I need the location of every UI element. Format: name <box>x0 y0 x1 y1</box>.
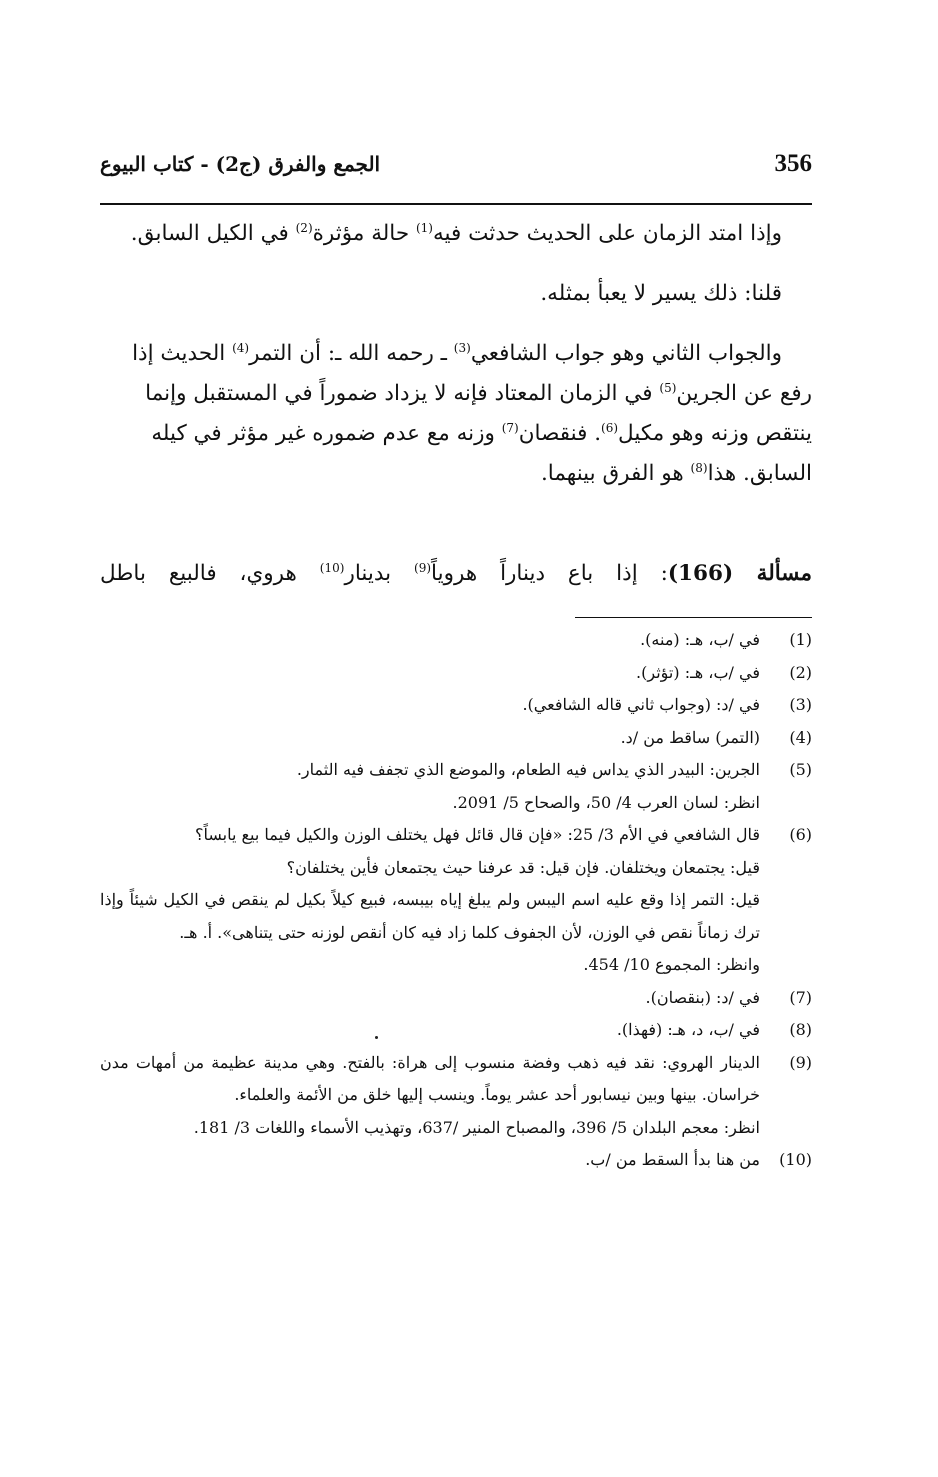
footnote-number: (3) <box>789 695 812 714</box>
text-run: . فنقصان <box>518 421 602 446</box>
text-run: قلنا: ذلك يسير لا يعبأ بمثله. <box>540 281 782 306</box>
footnote-marker: (8) <box>690 460 708 475</box>
text-run: في الزمان المعتاد فإنه لا يزداد ضموراً في المستقبل وإنما ينتقص وزنه وهو مكيل <box>145 381 812 446</box>
footnote-number: (9) <box>789 1052 812 1072</box>
footnote-marker: (10) <box>319 560 345 575</box>
footnote-text: قيل: التمر إذا وقع عليه اسم اليبس ولم يبلغ إياه بيبسه، فبيع كيلاً بكيل لم ينقص في الكيل شيئاً وإذا ترك زماناً نقص في الوزن، لأن الجفوف كلما زاد فيه كان أنقص لوزنه حتى يتناهى». أ. هـ. <box>100 890 760 942</box>
footnote-marker: (2) <box>295 220 313 235</box>
footnote-text: الجرين: البيدر الذي يداس فيه الطعام، والموضع الذي تجفف فيه الثمار. <box>296 760 760 779</box>
paragraph-2 <box>100 274 812 314</box>
footnote-text: في /د: (وجواب ثاني قاله الشافعي). <box>522 695 760 714</box>
footnote-number: (1) <box>789 630 812 649</box>
footnote-text: (التمر) ساقط من /د. <box>620 727 760 747</box>
main-text <box>100 214 812 494</box>
text-run: ـ رحمه الله ـ: أن التمر <box>249 341 454 366</box>
text-run: في الكيل السابق. <box>130 221 296 246</box>
footnote-marker: (3) <box>453 340 471 355</box>
page-number: 356 <box>774 150 812 177</box>
footnote-reference: وانظر: المجموع 10/ 454. <box>583 955 760 974</box>
footnote-4 <box>100 722 812 755</box>
footnote-2 <box>100 657 812 690</box>
footnote-number: (7) <box>789 987 812 1007</box>
footnote-9 <box>100 1047 812 1145</box>
footnote-marker: (4) <box>232 340 250 355</box>
footnote-7 <box>100 982 812 1015</box>
text-run: : إذا باع ديناراً هروياً <box>431 561 668 586</box>
text-run: الحديث إذا رفع عن الجرين <box>132 341 812 406</box>
footnote-number: (4) <box>789 727 812 747</box>
footnote-text: قال الشافعي في الأم 3/ 25: «فإن قال قائل فهل يختلف الوزن والكيل فيما بيع يابساً؟ <box>194 825 760 844</box>
footnote-text: في /د: (بنقصان). <box>645 987 760 1007</box>
footnote-8 <box>100 1014 812 1047</box>
page-header <box>100 150 812 190</box>
footnote-1 <box>100 624 812 657</box>
text-run: وإذا امتد الزمان على الحديث حدثت فيه <box>432 221 782 246</box>
footnote-number: (5) <box>789 760 812 779</box>
stray-mark <box>375 1036 378 1039</box>
footnote-10 <box>100 1144 812 1177</box>
footnote-3 <box>100 689 812 722</box>
footnote-text: قيل: يجتمعان ويختلفان. فإن قيل: قد عرفنا حيث يجتمعان فأين يختلفان؟ <box>286 857 760 877</box>
footnote-5 <box>100 754 812 819</box>
footnote-divider <box>575 617 812 618</box>
footnote-marker: (9) <box>414 560 432 575</box>
footnote-text: في /ب، د، هـ: (فهذا). <box>616 1020 760 1039</box>
footnote-number: (10) <box>779 1150 812 1169</box>
footnote-number: (8) <box>789 1020 812 1039</box>
footnote-6 <box>100 819 812 982</box>
footnote-reference: انظر: لسان العرب 4/ 50، والصحاح 5/ 2091. <box>452 792 760 812</box>
text-run: وزنه مع عدم ضموره غير مؤثر في كيله السابق. هذا <box>151 421 812 486</box>
header-divider <box>100 203 812 205</box>
footnote-number: (6) <box>789 825 812 844</box>
footnote-text: في /ب، هـ: (منه). <box>640 630 760 649</box>
footnotes <box>100 624 812 1177</box>
text-run: والجواب الثاني وهو جواب الشافعي <box>470 341 782 366</box>
text-run: بدينار <box>344 561 415 586</box>
paragraph-1 <box>100 214 812 254</box>
text-run: حالة مؤثرة <box>312 221 416 246</box>
footnote-marker: (7) <box>501 420 519 435</box>
footnote-marker: (6) <box>601 420 619 435</box>
issue-heading-paragraph <box>100 554 812 594</box>
footnote-marker: (1) <box>415 220 433 235</box>
text-run: هروي، فالبيع باطل <box>100 561 320 586</box>
issue-label: مسألة (166) <box>667 561 812 586</box>
footnote-text: الدينار الهروي: نقد فيه ذهب وفضة منسوب إلى هراة: بالفتح. وهي مدينة عظيمة من أمهات مدن خراسان. بينها وبين نيسابور أحد عشر يوماً. وينسب إليها خلق من الأئمة والعلماء. <box>100 1052 760 1104</box>
footnote-text: من هنا بدأ السقط من /ب. <box>585 1150 760 1169</box>
footnote-text: في /ب، هـ: (تؤثر). <box>636 662 760 682</box>
footnote-reference: انظر: معجم البلدان 5/ 396، والمصباح المنير /637، وتهذيب الأسماء واللغات 3/ 181. <box>193 1117 760 1137</box>
running-title: الجمع والفرق (ج2) - كتاب البيوع <box>100 152 381 176</box>
footnote-marker: (5) <box>659 380 677 395</box>
paragraph-3 <box>100 334 812 494</box>
text-run: هو الفرق بينهما. <box>540 461 691 486</box>
footnote-number: (2) <box>789 662 812 682</box>
